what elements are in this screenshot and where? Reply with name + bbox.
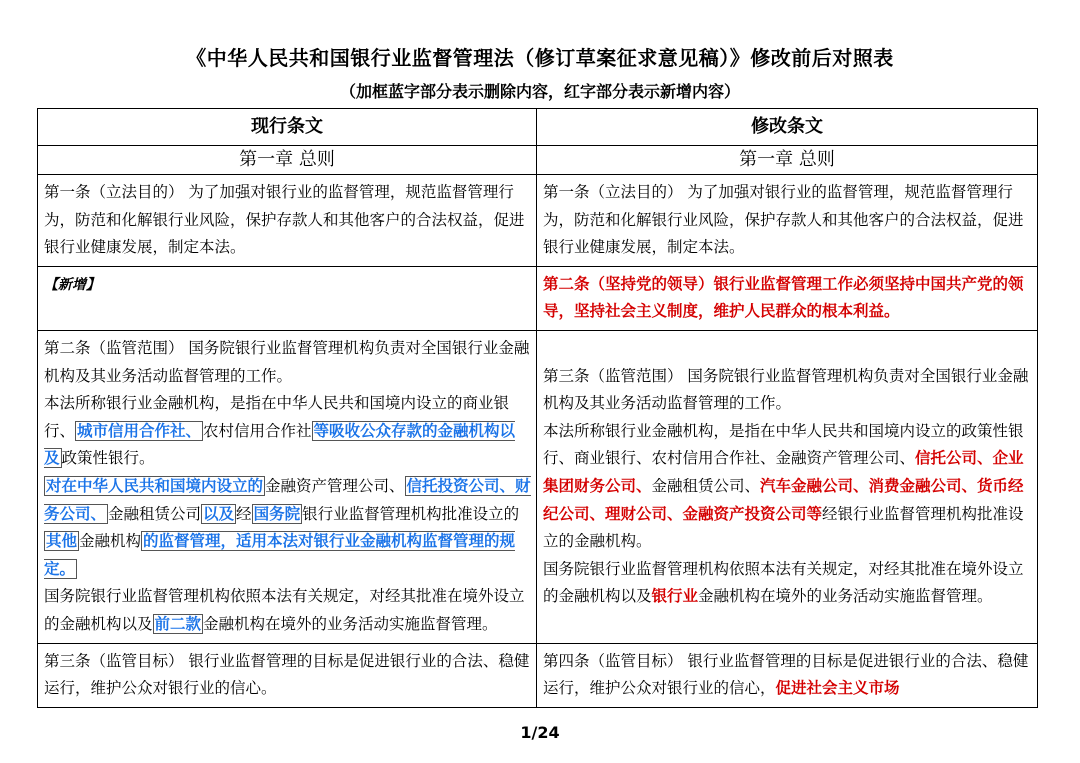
chapter-current: 第一章 总则: [38, 146, 537, 175]
document-subtitle: （加框蓝字部分表示删除内容，红字部分表示新增内容）: [339, 82, 740, 101]
deleted-text: 以及: [203, 504, 235, 523]
article-3-row: [38, 330, 1038, 643]
paragraph: [44, 390, 531, 473]
chapter-revised: 第一章 总则: [537, 146, 1038, 175]
spacer: [543, 335, 1032, 363]
article-2-row: [38, 266, 1038, 330]
deleted-text: 其他: [46, 532, 78, 551]
text-span: 金融租赁公司、: [651, 476, 761, 495]
chapter-row: [38, 146, 1038, 175]
text-span: 本法所称银行业金融机构，是指在中华人民共和国境内设立的商业银行、: [44, 394, 510, 440]
added-text: 第二条（坚持党的领导）银行业监督管理工作必须坚持中国共产党的领导，坚持社会主义制度，维护人民群众的根本利益。: [543, 274, 1024, 321]
paragraph: [543, 556, 1032, 611]
deleted-text: 对在中华人民共和国境内设立的: [46, 476, 264, 495]
page-number: 1/24: [520, 723, 560, 742]
paragraph: [44, 583, 531, 638]
new-tag: 【新增】: [44, 276, 100, 293]
text-span: 金融资产管理公司、: [265, 476, 405, 495]
article-1-row: [38, 175, 1038, 267]
article-3-revised: [537, 330, 1038, 643]
text-span: 金融机构在境外的业务活动实施监督管理。: [203, 614, 498, 633]
deleted-text: 国务院: [253, 504, 301, 523]
header-revised: 修改条文: [537, 109, 1038, 146]
deleted-text: 等吸收公众存款的金融机构以及: [44, 421, 516, 468]
comparison-table: [37, 108, 1038, 708]
article-2-current: [38, 266, 537, 330]
text-span: 第四条（监管目标） 银行业监督管理的目标是促进银行业的合法、稳健运行，维护公众对银行业的信心，: [543, 651, 1029, 698]
deleted-text: 信托投资公司、财务公司、: [44, 476, 531, 523]
deleted-text: 城市信用合作社、: [77, 421, 202, 440]
deleted-text: 的监督管理，适用本法对银行业金融机构监督管理的规定。: [44, 532, 516, 578]
added-text: 银行业: [651, 587, 699, 606]
text-span: 政策性银行。: [61, 449, 155, 468]
article-2-revised: [537, 266, 1038, 330]
article-1-current: 第一条（立法目的） 为了加强对银行业的监督管理，规范监督管理行为，防范和化解银行业风险，保护存款人和其他客户的合法权益，促进银行业健康发展，制定本法。: [38, 175, 537, 267]
article-4-current: 第三条（监管目标） 银行业监督管理的目标是促进银行业的合法、稳健运行，维护公众对银行业的信心。: [38, 643, 537, 707]
article-1-revised: 第一条（立法目的） 为了加强对银行业的监督管理，规范监督管理行为，防范和化解银行业风险，保护存款人和其他客户的合法权益，促进银行业健康发展，制定本法。: [537, 175, 1038, 267]
document-title: 《中华人民共和国银行业监督管理法（修订草案征求意见稿）》修改前后对照表: [186, 46, 894, 70]
paragraph: 第三条（监管范围） 国务院银行业监督管理机构负责对全国银行业金融机构及其业务活动监督管理的工作。: [543, 366, 1029, 413]
article-4-revised: [537, 643, 1038, 707]
text-span: 经: [236, 504, 252, 523]
text-span: 国务院银行业监督管理机构依照本法有关规定，对经其批准在境外设立的金融机构以及: [44, 587, 525, 633]
paragraph: 第二条（监管范围） 国务院银行业监督管理机构负责对全国银行业金融机构及其业务活动监督管理的工作。: [44, 338, 530, 385]
text-span: 金融机构: [79, 532, 142, 551]
added-text: 汽车金融公司、消费金融公司、货币经纪公司、理财公司、金融资产投资公司等: [543, 476, 1024, 523]
text-span: 农村信用合作社: [203, 421, 312, 440]
added-text: 信托公司、企业集团财务公司、: [543, 449, 1024, 495]
text-span: 金融机构在境外的业务活动实施监督管理。: [698, 587, 993, 606]
text-span: 金融租赁公司: [108, 504, 202, 523]
text-span: 国务院银行业监督管理机构依照本法有关规定，对经其批准在境外设立的金融机构以及: [543, 559, 1024, 606]
header-current: 现行条文: [38, 109, 537, 146]
deleted-text: 前二款: [154, 614, 202, 633]
header-row: [38, 109, 1038, 146]
paragraph: [44, 473, 531, 583]
text-span: 本法所称银行业金融机构，是指在中华人民共和国境内设立的政策性银行、商业银行、农村信用合作社、金融资产管理公司、: [543, 421, 1024, 468]
added-text: 促进社会主义市场: [775, 679, 900, 698]
paragraph: [543, 418, 1032, 556]
article-4-row: [38, 643, 1038, 707]
text-span: 银行业监督管理机构批准设立的: [302, 504, 520, 523]
text-span: 经银行业监督管理机构批准设立的金融机构。: [543, 504, 1024, 551]
article-3-current: [38, 330, 537, 643]
